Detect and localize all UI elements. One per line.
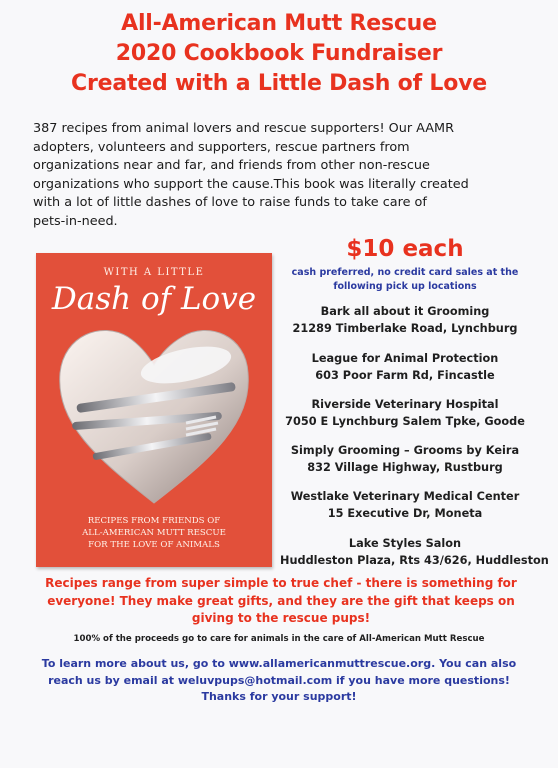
- price-label: $10 each: [346, 236, 464, 262]
- location-name: League for Animal Protection: [311, 352, 499, 365]
- location-address: Huddleston Plaza, Rts 43/626, Huddleston: [280, 554, 549, 567]
- cover-subtitle: [36, 515, 272, 551]
- recipes-range-line: giving to the rescue pups!: [191, 611, 371, 625]
- flyer-title-line-2: 2020 Cookbook Fundraiser: [115, 41, 443, 66]
- intro-line: 387 recipes from animal lovers and rescue supporters! Our AAMR: [33, 121, 454, 136]
- location-name: Simply Grooming – Grooms by Keira: [290, 444, 520, 457]
- recipes-range-text: [22, 575, 540, 628]
- intro-paragraph: [33, 120, 533, 232]
- learn-more-text: [20, 656, 538, 706]
- location-name: Bark all about it Grooming: [320, 305, 490, 318]
- pickup-location: [280, 535, 549, 569]
- cash-note: [282, 266, 528, 294]
- cover-title: Dash of Love: [51, 281, 257, 317]
- intro-line: organizations who support the cause.This book was literally created: [33, 176, 469, 192]
- cover-subtitle-line: FOR THE LOVE OF ANIMALS: [88, 540, 220, 550]
- flyer-title-line-3: Created with a Little Dash of Love: [71, 71, 487, 96]
- cover-subtitle-line: ALL-AMERICAN MUTT RESCUE: [82, 528, 226, 538]
- recipes-range-line: Recipes range from super simple to true chef - there is something for: [45, 576, 517, 590]
- pickup-location: [280, 396, 530, 430]
- learn-more-line: reach us by email at weluvpups@hotmail.com if you have more questions!: [48, 673, 510, 687]
- intro-line: adopters, volunteers and supporters, rescue partners from: [33, 139, 410, 155]
- flyer-title-line-1: All-American Mutt Rescue: [121, 11, 437, 36]
- location-address: 603 Poor Farm Rd, Fincastle: [315, 369, 495, 382]
- pickup-location: [280, 303, 530, 337]
- intro-line: with a lot of little dashes of love to raise funds to take care of: [33, 195, 427, 211]
- pickup-location: [280, 442, 530, 476]
- pickup-location: [280, 350, 530, 384]
- learn-more-line: Thanks for your support!: [201, 690, 357, 703]
- cookbook-cover-image: [36, 253, 272, 567]
- recipes-range-line: everyone! They make great gifts, and they are the gift that keeps on: [47, 593, 515, 608]
- location-address: 21289 Timberlake Road, Lynchburg: [292, 322, 518, 335]
- cover-subtitle-line: RECIPES FROM FRIENDS OF: [87, 516, 221, 526]
- cover-with-a-little: WITH A LITTLE: [103, 267, 205, 278]
- location-name: Westlake Veterinary Medical Center: [290, 490, 520, 503]
- cash-note-line: following pick up locations: [333, 281, 477, 292]
- location-address: 15 Executive Dr, Moneta: [327, 507, 483, 520]
- proceeds-note: 100% of the proceeds go to care for animals in the care of All-American Mutt Rescue: [73, 634, 485, 644]
- cash-note-line: cash preferred, no credit card sales at the: [291, 267, 519, 278]
- location-name: Lake Styles Salon: [348, 537, 462, 550]
- intro-line: organizations near and far, and friends from other non-rescue: [33, 158, 430, 174]
- location-address: 7050 E Lynchburg Salem Tpke, Goode: [285, 415, 525, 428]
- pickup-location: [280, 488, 530, 522]
- learn-more-line: To learn more about us, go to www.allamericanmuttrescue.org. You can also: [41, 657, 517, 670]
- intro-line: pets-in-need.: [33, 213, 118, 229]
- location-name: Riverside Veterinary Hospital: [311, 398, 499, 411]
- location-address: 832 Village Highway, Rustburg: [307, 461, 503, 474]
